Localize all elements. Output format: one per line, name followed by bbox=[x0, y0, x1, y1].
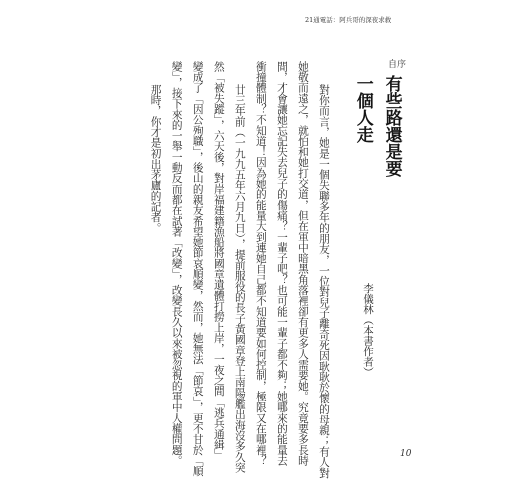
body-column-5: 廿三年前（一九九五年六月九日），提前服役的長子黃國章登上南陽艦出海沒多久突 bbox=[233, 84, 247, 473]
body-column-4: 衝撞體制？不知道！因為她的能量大到連她自己都不知道要如何控制，極限又在哪裡？ bbox=[254, 61, 268, 466]
title-line-2: 一個人走 bbox=[352, 75, 373, 143]
running-head: 21通電話：阿兵哥的深夜求救 bbox=[305, 16, 392, 24]
preface-title bbox=[351, 75, 403, 177]
page-number: 10 bbox=[400, 449, 412, 459]
body-column-8: 變」，接下來的一舉一動反而都在試著「改變」，改變長久以來被忽視的軍中人權問題。 bbox=[170, 61, 184, 466]
body-column-9: 那時，你才是初出茅廬的記者。 bbox=[149, 84, 163, 234]
title-line-1: 有些路還是要 bbox=[381, 75, 402, 177]
body-column-3: 間，才會讓她忘記失去兒子的傷痛？一輩子吧？也可能一輩子都不夠；她哪來的能量去 bbox=[275, 61, 289, 466]
body-column-7: 變成了「因公殉職」，後山的親友希望她節哀順變，然而，她無法「節哀」，更不甘於「順 bbox=[191, 61, 205, 477]
body-column-2: 她敬而遠之，就怕和她打交道，但在軍中暗黑角落裡卻有更多人需要她。究竟要多長時 bbox=[296, 61, 310, 466]
body-column-1: 對你而言，她是一個失聯多年的朋友，一位對兒子離奇死因耿耿於懷的母親；有人對 bbox=[318, 84, 331, 479]
body-text bbox=[118, 61, 330, 478]
section-label: 自序 bbox=[388, 60, 407, 70]
author-credit: 李儀林（本書作者） bbox=[362, 283, 374, 378]
body-column-6: 然「被失蹤」，六天後，對岸福建籍漁船將國章遺體打撈上岸，一夜之間「逃兵通緝」 bbox=[212, 61, 226, 461]
